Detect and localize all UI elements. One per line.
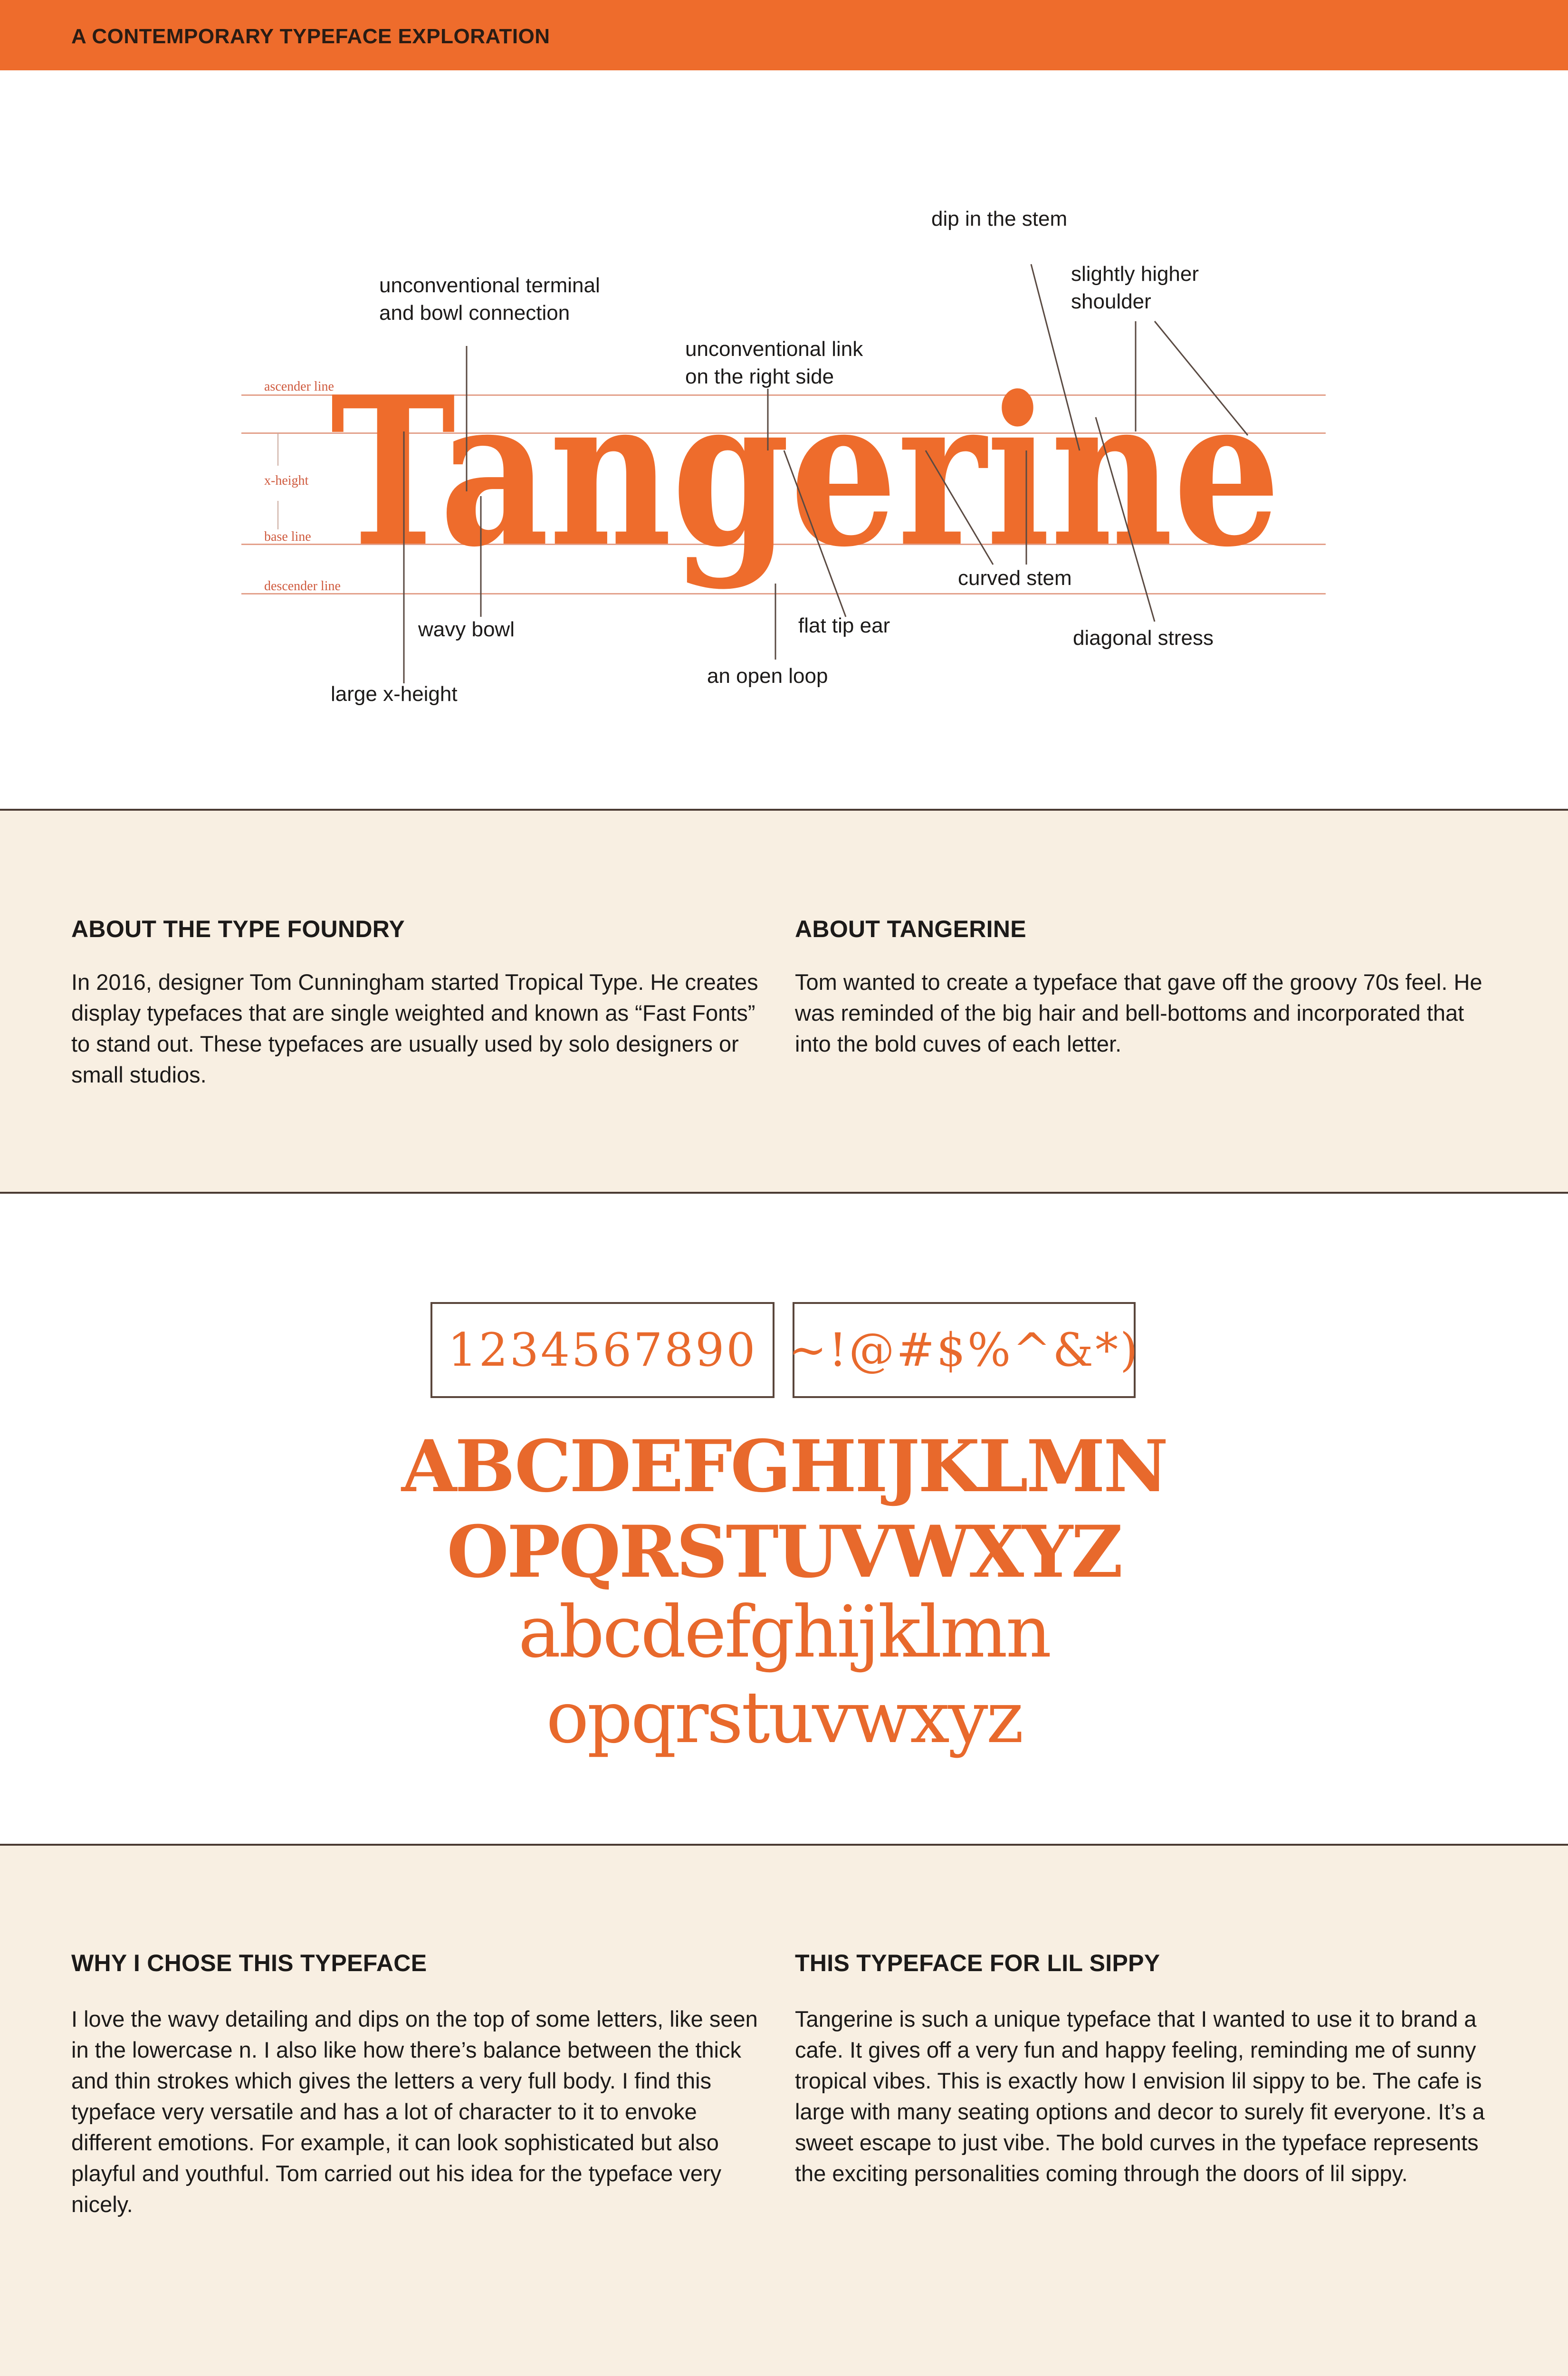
reflection-section [0,1846,1568,2376]
leader-diagonal-stress [1096,417,1155,622]
sippy-heading: THIS TYPEFACE FOR LIL SIPPY [795,1950,1160,1976]
header-title: A CONTEMPORARY TYPEFACE EXPLORATION [71,25,550,48]
callout-curved-stem: curved stem [958,566,1072,590]
specimen-lowercase-1: abcdefghijklmn [518,1591,1050,1674]
anatomy-diagram [0,70,1568,810]
callout-wavy-bowl: wavy bowl [418,618,515,641]
baseline-label: base line [264,529,311,544]
specimen-lowercase-2: opqrstuvwxyz [546,1677,1022,1759]
tangerine-heading: ABOUT TANGERINE [795,916,1026,942]
xheight-label: x-height [264,473,309,488]
callout-flat-tip-ear: flat tip ear [798,614,890,637]
why-heading: WHY I CHOSE THIS TYPEFACE [71,1950,427,1976]
header-bar [0,0,1568,70]
foundry-body: In 2016, designer Tom Cunningham started Tropical Type. He creates display typefaces that are single weighted and known as “Fast Fonts” to stand out. These typefaces are usually used by solo designers or small studios. [71,969,758,1087]
callout-diagonal-stress: diagonal stress [1073,626,1214,650]
descender-label: descender line [264,579,341,594]
tangerine-body: Tom wanted to create a typeface that gave off the groovy 70s feel. He was reminded of the big hair and bell-bottoms and incorporated that into the bold cuves of each letter. [795,969,1482,1056]
foundry-heading: ABOUT THE TYPE FOUNDRY [71,916,405,942]
callout-link: unconventional link on the right side [685,337,863,388]
divider-2 [0,1192,1568,1194]
callout-terminal: unconventional terminal and bowl connection [379,274,600,325]
specimen-uppercase-1: ABCDEFGHIJKLMN [401,1425,1167,1508]
wordmark-text: Tangerine [330,365,1281,592]
specimen-uppercase-2: OPQRSTUVWXYZ [447,1510,1121,1594]
leader-curved-stem-a [926,450,993,565]
leader-shoulder-b [1155,321,1248,435]
symbols-box: ~!@#$%^&*) [793,1302,1136,1398]
why-body: I love the wavy detailing and dips on the top of some letters, like seen in the lowercase n. I also like how there’s balance between the thick and thin strokes which gives the letters a very full body. I find this typeface very versatile and has a lot of character to it to envoke different emotions. For example, it can look sophisticated but also playful and youthful. Tom carried out his idea for the typeface very nicely. [71,2006,758,2217]
leader-flat-tip-ear [784,450,846,617]
callout-open-loop: an open loop [707,664,828,688]
callout-dip-in-stem: dip in the stem [931,207,1068,230]
ascender-label: ascender line [264,379,334,394]
sippy-body: Tangerine is such a unique typeface that I wanted to use it to brand a cafe. It gives off a very fun and happy feeling, reminding me of sunny tropical vibes. This is exactly how I envision lil sippy to be. The cafe is large with many seating options and decor to surely fit everyone. It’s a sweet escape to just vibe. The bold curves in the typeface represents the exciting personalities coming through the doors of lil sippy. [795,2006,1485,2186]
callout-leader-lines [0,70,1568,810]
numerals-box: 1234567890 [430,1302,774,1398]
callout-large-xheight: large x-height [331,682,458,706]
about-section [0,811,1568,1192]
callout-shoulder: slightly higher shoulder [1071,262,1199,313]
